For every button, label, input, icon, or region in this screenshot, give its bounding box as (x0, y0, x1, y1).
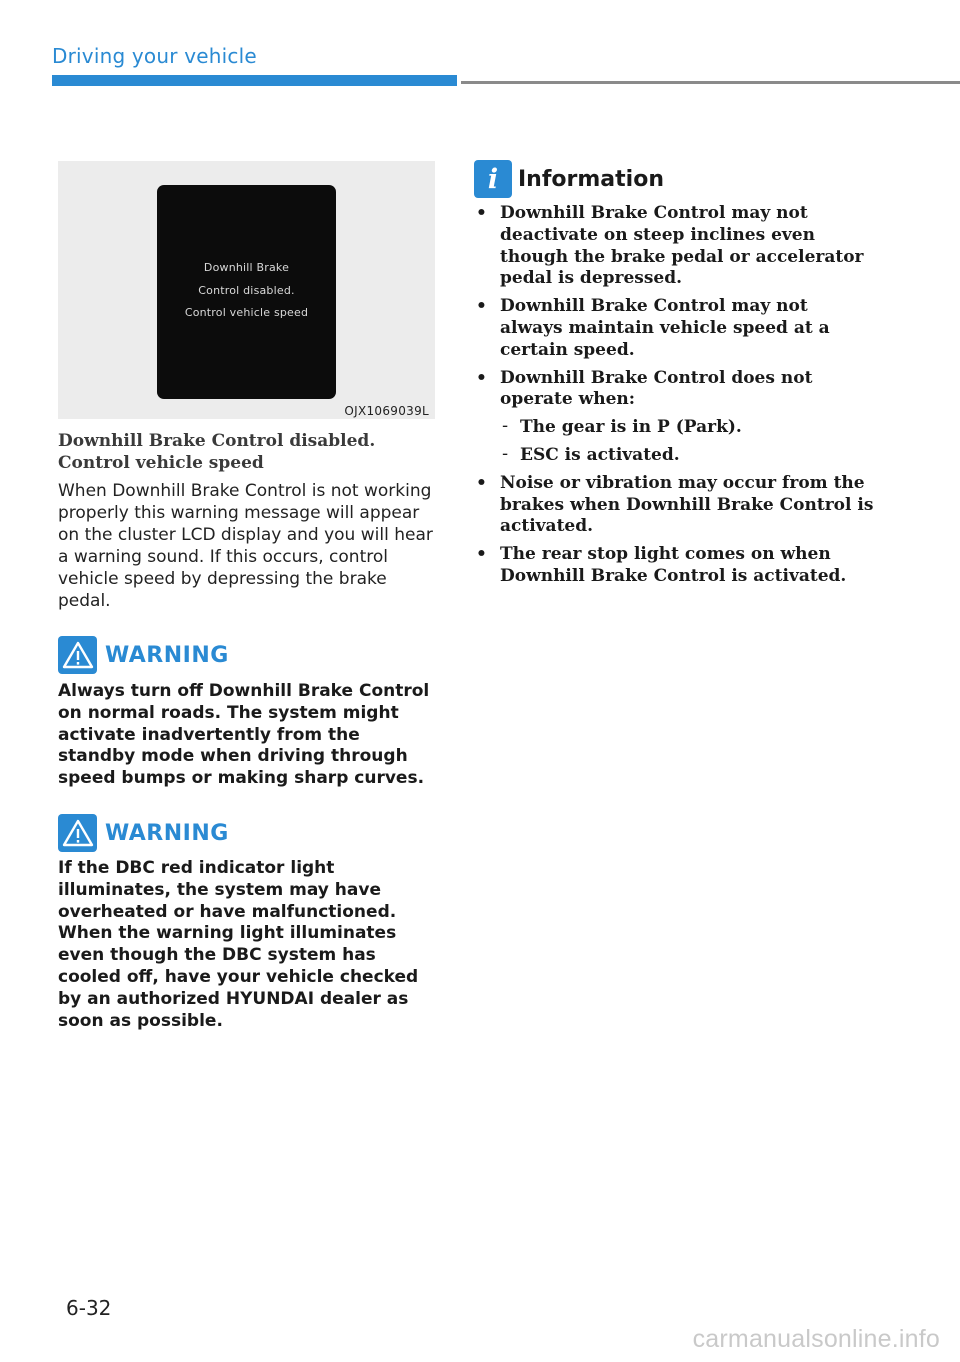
list-item-text: Downhill Brake Control does not operate when: (500, 367, 813, 410)
warning-triangle-icon (58, 636, 97, 674)
sub-list (500, 417, 874, 467)
info-header (474, 160, 664, 198)
list-item-text: Downhill Brake Control may not always maintain vehicle speed at a certain speed. (500, 296, 830, 360)
warning-text-1: Always turn off Downhill Brake Control on normal roads. The system might activate inadvertently from the standby mode when driving through speed bumps or making sharp curves. (58, 681, 430, 789)
warning-triangle-icon (58, 814, 97, 852)
sub-list-item-text: The gear is in P (Park). (520, 417, 742, 438)
screen-line-2: Control disabled. (198, 284, 295, 297)
list-item-text: The rear stop light comes on when Downhill Brake Control is activated. (500, 544, 847, 586)
cluster-screen (157, 185, 336, 399)
page-number: 6-32 (66, 1296, 112, 1320)
figure-code: OJX1069039L (344, 404, 429, 418)
bullet: • (476, 367, 487, 388)
warning-title-2: WARNING (105, 820, 229, 846)
list-item-text: Downhill Brake Control may not deactivate on steep inclines even though the brake pedal or accelerator pedal is depressed. (500, 203, 864, 289)
list-item (474, 296, 874, 361)
list-item (474, 203, 874, 290)
info-list (474, 203, 874, 594)
info-icon: i (474, 160, 512, 198)
warning-header-2 (58, 814, 229, 852)
sub-list-item (500, 445, 874, 467)
warning-title-1: WARNING (105, 642, 229, 668)
bullet: • (476, 203, 487, 223)
screen-line-3: Control vehicle speed (184, 306, 309, 319)
header-bar-gray (461, 81, 960, 84)
list-item (474, 473, 874, 538)
warning-text-2: If the DBC red indicator light illuminates, the system may have overheated or have malfunctioned. When the warning light illuminates even though the DBC system has cooled off, have your vehicle checked by an authorized HYUNDAI dealer as soon as possible. (58, 858, 419, 1031)
sub-list-item (500, 417, 874, 439)
screen-line-1: Downhill Brake (203, 261, 290, 274)
bullet: • (476, 296, 487, 317)
list-item (474, 368, 874, 467)
section-body: When Downhill Brake Control is not working properly this warning message will appear on the cluster LCD display and you will hear a warning sound. If this occurs, control vehicle speed by depressing the brake pedal. (58, 481, 433, 611)
sub-list-item-text: ESC is activated. (520, 444, 680, 465)
info-title: Information (518, 166, 664, 192)
section-subheading: Downhill Brake Control disabled. Control vehicle speed (58, 431, 376, 473)
bullet: • (476, 544, 487, 565)
list-item (474, 544, 874, 588)
watermark: carmanualsonline.info (692, 1325, 940, 1353)
header-title: Driving your vehicle (52, 44, 257, 68)
warning-header-1 (58, 636, 229, 674)
list-item-text: Noise or vibration may occur from the brakes when Downhill Brake Control is activated. (500, 472, 874, 537)
figure-cluster-display (58, 161, 435, 419)
dash: - (502, 416, 509, 437)
dash: - (502, 443, 509, 464)
bullet: • (476, 472, 487, 493)
header-bar-blue (52, 75, 457, 86)
